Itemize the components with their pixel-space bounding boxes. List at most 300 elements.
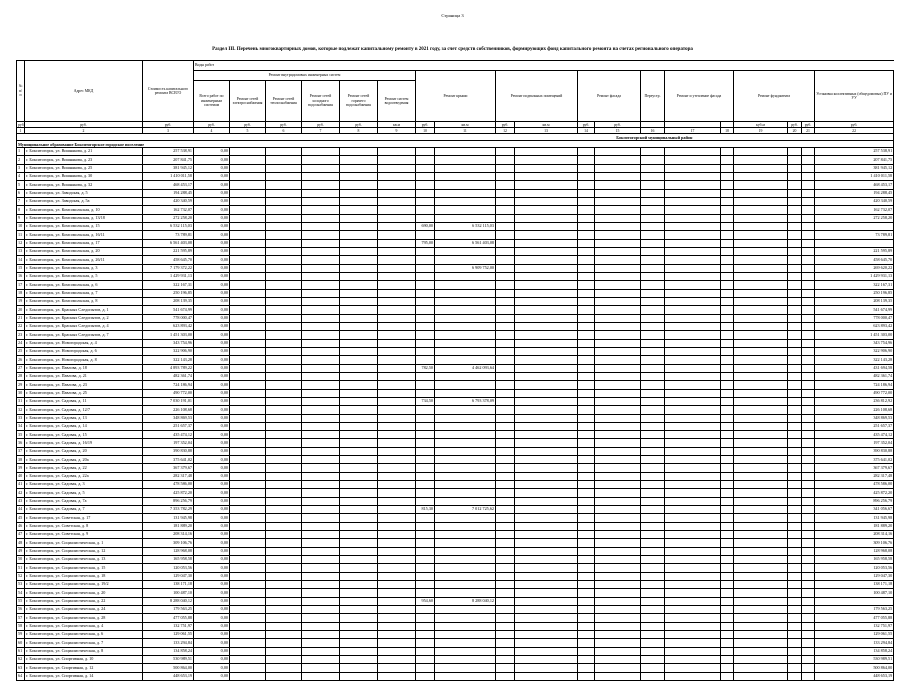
empty-cell [496,264,515,272]
empty-cell [665,164,721,172]
empty-cell [641,506,665,514]
empty-cell [788,156,802,164]
empty-cell [734,531,788,539]
empty-cell [578,189,595,197]
empty-cell [230,472,266,480]
empty-cell [641,339,665,347]
address-cell: г. Бокситогорск, ул. Новогородская, д. 8 [25,356,143,364]
roof-cost-cell [435,547,496,555]
address-cell: г. Бокситогорск, ул. Комсомольская, д. 26/11 [25,256,143,264]
empty-cell [595,231,641,239]
empty-cell [378,456,416,464]
table-row [17,581,894,589]
empty-cell [788,347,802,355]
table-row [17,514,894,522]
empty-cell [378,297,416,305]
header-address: Адрес МКД [25,61,143,122]
empty-cell [578,297,595,305]
empty-cell [378,572,416,580]
empty-cell [641,239,665,247]
engineering-total-cell: 0,00 [194,656,230,664]
empty-cell [802,589,815,597]
cost-cell: 482 361,74 [143,372,194,380]
empty-cell [595,322,641,330]
header-heat: Ремонт сетей теплоснабжения [266,81,302,122]
roof-cost-cell [435,556,496,564]
empty-cell [788,656,802,664]
empty-cell [734,148,788,156]
empty-cell [734,572,788,580]
empty-cell [230,456,266,464]
empty-cell [641,547,665,555]
empty-cell [515,347,578,355]
address-cell: г. Бокситогорск, ул. Советская, д. 9 [25,531,143,539]
cost-cell: 251 657,37 [143,422,194,430]
roof-cost-cell [435,439,496,447]
engineering-total-cell: 0,00 [194,372,230,380]
cost-cell: 134 858,24 [143,647,194,655]
empty-cell [665,456,721,464]
roof-area-cell [416,639,435,647]
empty-cell [496,631,515,639]
empty-cell [378,489,416,497]
empty-cell [788,431,802,439]
empty-cell [641,256,665,264]
header-foundation: Ремонт фундамента [734,71,815,122]
roof-area-cell [416,556,435,564]
design-cost-cell: 322 167,31 [815,281,894,289]
empty-cell [378,264,416,272]
empty-cell [802,239,815,247]
empty-cell [266,622,302,630]
empty-cell [515,356,578,364]
empty-cell [230,547,266,555]
empty-cell [266,414,302,422]
table-row [17,148,894,156]
empty-cell [734,264,788,272]
empty-cell [230,214,266,222]
empty-cell [230,606,266,614]
empty-cell [734,589,788,597]
empty-cell [302,397,340,405]
empty-cell [302,314,340,322]
empty-cell [665,172,721,180]
roof-cost-cell [435,664,496,672]
empty-cell [595,422,641,430]
empty-cell [230,639,266,647]
empty-cell [340,222,378,230]
empty-cell [496,372,515,380]
row-number-cell: 33 [17,414,25,422]
empty-cell [578,514,595,522]
empty-cell [802,389,815,397]
engineering-total-cell: 0,00 [194,264,230,272]
empty-cell [641,497,665,505]
empty-cell [515,456,578,464]
table-row [17,381,894,389]
empty-cell [595,297,641,305]
empty-cell [595,197,641,205]
empty-cell [302,256,340,264]
roof-cost-cell [435,172,496,180]
roof-area-cell [416,456,435,464]
empty-cell [515,289,578,297]
empty-cell [734,514,788,522]
empty-cell [578,148,595,156]
empty-cell [721,239,734,247]
empty-cell [340,631,378,639]
empty-cell [340,589,378,597]
address-cell: г. Бокситогорск, ул. Красных Следопытов, д. 4 [25,322,143,330]
empty-cell [641,197,665,205]
empty-cell [230,314,266,322]
empty-cell [595,189,641,197]
cost-cell: 208 314,16 [143,531,194,539]
empty-cell [230,647,266,655]
empty-cell [266,431,302,439]
empty-cell [595,339,641,347]
design-cost-cell: 367 379,67 [815,464,894,472]
empty-cell [788,314,802,322]
empty-cell [340,189,378,197]
empty-cell [515,647,578,655]
empty-cell [302,247,340,255]
empty-cell [302,614,340,622]
cost-cell: 468 453,17 [143,181,194,189]
empty-cell [378,197,416,205]
design-cost-cell: 134 858,24 [815,647,894,655]
empty-cell [721,397,734,405]
empty-cell [788,439,802,447]
empty-cell [378,397,416,405]
design-cost-cell: 221 595,89 [815,247,894,255]
table-row [17,264,894,272]
engineering-total-cell: 0,00 [194,156,230,164]
roof-area-cell [416,231,435,239]
design-cost-cell: 381 945,12 [815,164,894,172]
roof-area-cell [416,489,435,497]
table-row [17,239,894,247]
empty-cell [802,339,815,347]
empty-cell [515,414,578,422]
empty-cell [578,231,595,239]
row-number-cell: 1 [17,148,25,156]
empty-cell [266,206,302,214]
empty-cell [340,647,378,655]
empty-cell [266,197,302,205]
row-number-cell: 64 [17,672,25,680]
table-row [17,447,894,455]
empty-cell [802,447,815,455]
empty-cell [378,506,416,514]
empty-cell [515,247,578,255]
roof-area-cell [416,206,435,214]
design-cost-cell: 341 056,67 [815,506,894,514]
roof-area-cell [416,181,435,189]
column-number-cell: 9 [378,128,416,134]
empty-cell [802,222,815,230]
empty-cell [515,239,578,247]
empty-cell [641,222,665,230]
empty-cell [496,539,515,547]
design-cost-cell: 236 812,92 [815,397,894,405]
cost-cell: 226 108,68 [143,406,194,414]
empty-cell [340,547,378,555]
engineering-total-cell: 0,00 [194,464,230,472]
empty-cell [721,497,734,505]
municipality-caption: Муниципальное образование Бокситогорское городское поселение [17,141,894,148]
roof-area-cell [416,372,435,380]
empty-cell [665,306,721,314]
empty-cell [515,422,578,430]
empty-cell [340,364,378,372]
empty-cell [595,272,641,280]
empty-cell [641,164,665,172]
empty-cell [302,564,340,572]
empty-cell [302,364,340,372]
empty-cell [515,639,578,647]
empty-cell [302,631,340,639]
empty-cell [734,206,788,214]
empty-cell [515,406,578,414]
roof-area-cell [416,356,435,364]
empty-cell [496,614,515,622]
empty-cell [230,581,266,589]
empty-cell [578,256,595,264]
empty-cell [496,431,515,439]
address-cell: г. Бокситогорск, ул. Спортивная, д. 12 [25,664,143,672]
empty-cell [665,222,721,230]
empty-cell [230,222,266,230]
empty-cell [734,664,788,672]
cost-cell: 778 000,47 [143,314,194,322]
cost-cell: 500 864,00 [143,664,194,672]
cost-cell: 425 872,20 [143,489,194,497]
empty-cell [515,156,578,164]
cost-cell: 375 641,02 [143,456,194,464]
empty-cell [665,439,721,447]
design-cost-cell: 133 294,84 [815,639,894,647]
empty-cell [378,356,416,364]
engineering-total-cell: 0,00 [194,547,230,555]
empty-cell [515,164,578,172]
roof-area-cell [416,514,435,522]
table-row [17,356,894,364]
empty-cell [734,181,788,189]
empty-cell [496,672,515,680]
empty-cell [266,164,302,172]
empty-cell [496,564,515,572]
empty-cell [340,397,378,405]
empty-cell [641,364,665,372]
table-row [17,597,894,605]
empty-cell [595,306,641,314]
empty-cell [721,339,734,347]
row-number-cell: 13 [17,247,25,255]
empty-cell [734,564,788,572]
engineering-total-cell: 0,00 [194,356,230,364]
empty-cell [665,214,721,222]
roof-area-cell: 782,50 [416,364,435,372]
empty-cell [515,472,578,480]
header-heat-facade: Ремонт и утепление фасада [665,71,734,122]
empty-cell [641,189,665,197]
empty-cell [595,597,641,605]
empty-cell [595,381,641,389]
empty-cell [266,497,302,505]
empty-cell [734,606,788,614]
empty-cell [788,289,802,297]
engineering-total-cell: 0,00 [194,272,230,280]
address-cell: г. Бокситогорск, ул. Садовая, д. 5 [25,489,143,497]
column-number-cell: 14 [578,128,595,134]
empty-cell [378,164,416,172]
empty-cell [515,172,578,180]
empty-cell [802,631,815,639]
roof-area-cell: 734,50 [416,397,435,405]
empty-cell [496,656,515,664]
cost-cell: 896 256,79 [143,497,194,505]
empty-cell [734,539,788,547]
empty-cell [266,281,302,289]
empty-cell [788,247,802,255]
empty-cell [266,247,302,255]
empty-cell [665,314,721,322]
empty-cell [302,231,340,239]
empty-cell [378,547,416,555]
empty-cell [734,472,788,480]
empty-cell [578,247,595,255]
engineering-total-cell: 0,00 [194,564,230,572]
empty-cell [665,589,721,597]
empty-cell [734,322,788,330]
cost-cell: 343 754,96 [143,339,194,347]
column-number-cell: 4 [194,128,230,134]
empty-cell [496,356,515,364]
roof-area-cell [416,214,435,222]
table-row [17,639,894,647]
empty-cell [266,272,302,280]
empty-cell [378,289,416,297]
cost-cell: 197 352,04 [143,439,194,447]
cost-cell: 133 294,84 [143,639,194,647]
empty-cell [496,481,515,489]
empty-cell [230,431,266,439]
design-cost-cell: 623 893,42 [815,322,894,330]
address-cell: г. Бокситогорск, ул. Социалистическая, д. 28 [25,614,143,622]
engineering-total-cell: 0,00 [194,672,230,680]
table-row [17,556,894,564]
empty-cell [515,597,578,605]
empty-cell [595,606,641,614]
row-number-cell: 30 [17,389,25,397]
empty-cell [721,364,734,372]
row-number-cell: 6 [17,189,25,197]
roof-cost-cell [435,164,496,172]
empty-cell [230,347,266,355]
capital-repair-table [16,60,894,681]
empty-cell [641,231,665,239]
empty-cell [802,314,815,322]
empty-cell [595,481,641,489]
empty-cell [302,239,340,247]
empty-cell [721,597,734,605]
empty-cell [721,281,734,289]
row-number-cell: 54 [17,589,25,597]
empty-cell [266,514,302,522]
empty-cell [266,539,302,547]
unit-cell: руб. [815,122,894,128]
empty-cell [788,406,802,414]
row-number-cell: 60 [17,639,25,647]
engineering-total-cell: 0,00 [194,522,230,530]
empty-cell [734,306,788,314]
column-number-cell: 8 [340,128,378,134]
empty-cell [515,481,578,489]
engineering-total-cell: 0,00 [194,281,230,289]
row-number-cell: 4 [17,172,25,180]
empty-cell [802,381,815,389]
empty-cell [230,564,266,572]
empty-cell [734,297,788,305]
empty-cell [302,381,340,389]
roof-cost-cell [435,539,496,547]
empty-cell [802,464,815,472]
engineering-total-cell: 0,00 [194,189,230,197]
empty-cell [515,181,578,189]
roof-cost-cell [435,289,496,297]
empty-cell [302,464,340,472]
empty-cell [721,231,734,239]
row-number-cell: 20 [17,306,25,314]
roof-cost-cell [435,622,496,630]
design-cost-cell: 530 989,51 [815,656,894,664]
empty-cell [515,664,578,672]
table-row [17,539,894,547]
empty-cell [340,381,378,389]
design-cost-cell: 181 889,20 [815,522,894,530]
empty-cell [788,389,802,397]
empty-cell [595,439,641,447]
empty-cell [340,472,378,480]
empty-cell [665,464,721,472]
empty-cell [302,389,340,397]
empty-cell [641,631,665,639]
address-cell: г. Бокситогорск, ул. Красных Следопытов, д. 1 [25,306,143,314]
empty-cell [788,172,802,180]
empty-cell [665,481,721,489]
empty-cell [788,372,802,380]
empty-cell [578,422,595,430]
empty-cell [496,439,515,447]
cost-cell: 128 968,08 [143,547,194,555]
empty-cell [665,664,721,672]
empty-cell [721,422,734,430]
empty-cell [595,647,641,655]
empty-cell [302,181,340,189]
table-row [17,489,894,497]
roof-cost-cell: 6 909 752,00 [435,264,496,272]
empty-cell [340,614,378,622]
empty-cell [496,339,515,347]
empty-cell [578,589,595,597]
empty-cell [665,206,721,214]
engineering-total-cell: 0,00 [194,314,230,322]
empty-cell [378,514,416,522]
empty-cell [266,389,302,397]
empty-cell [788,297,802,305]
row-number-cell: 47 [17,531,25,539]
